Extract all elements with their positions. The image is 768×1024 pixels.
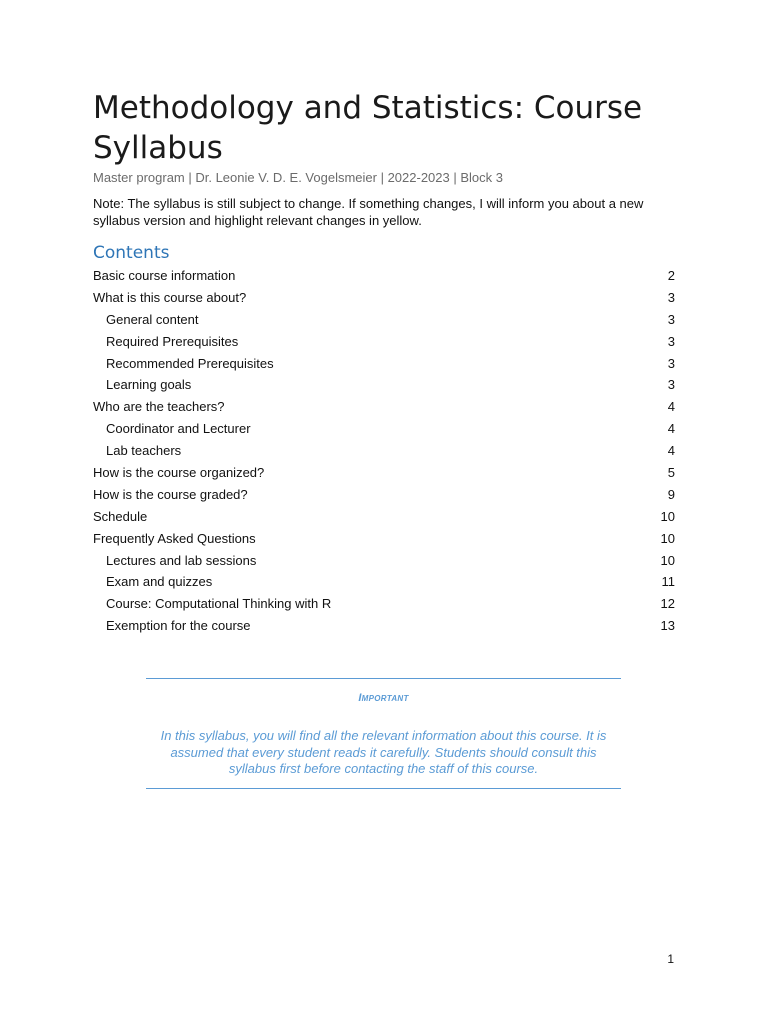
important-title: Important (358, 692, 409, 704)
toc-entry-schedule[interactable]: Schedule 10 (93, 508, 675, 524)
important-text: In this syllabus, you will find all the relevant information about this course. It is assumed that every student reads it carefully. Students should consult this syllabus first before contacting the staff of this course. (160, 728, 607, 776)
toc-entry-what-is-this-course-about[interactable]: What is this course about? 3 (93, 289, 675, 305)
table-of-contents (93, 265, 675, 637)
toc-entry-exemption-for-the-course[interactable]: Exemption for the course 13 (106, 618, 675, 634)
toc-entry-coordinator-and-lecturer[interactable]: Coordinator and Lecturer 4 (106, 421, 675, 437)
toc-entry-lectures-and-lab-sessions[interactable]: Lectures and lab sessions 10 (106, 552, 675, 568)
toc-entry-recommended-prerequisites[interactable]: Recommended Prerequisites 3 (106, 355, 675, 371)
contents-heading: Contents (93, 243, 170, 263)
toc-entry-required-prerequisites[interactable]: Required Prerequisites 3 (106, 333, 675, 349)
toc-entry-learning-goals[interactable]: Learning goals 3 (106, 377, 675, 393)
toc-entry-frequently-asked-questions[interactable]: Frequently Asked Questions 10 (93, 530, 675, 546)
toc-entry-how-is-the-course-organized[interactable]: How is the course organized? 5 (93, 465, 675, 481)
page-number: 1 (667, 952, 674, 966)
syllabus-note: Note: The syllabus is still subject to change. If something changes, I will inform you about a new syllabus version and highlight relevant changes in yellow. (93, 196, 644, 228)
toc-entry-basic-course-information[interactable]: Basic course information 2 (93, 268, 675, 283)
toc-entry-computational-thinking-with-r[interactable]: Course: Computational Thinking with R 12 (106, 596, 675, 612)
document-title: Methodology and Statistics: Course Syllabus (93, 90, 643, 166)
important-callout (146, 678, 621, 789)
toc-entry-general-content[interactable]: General content 3 (106, 311, 675, 327)
toc-entry-exam-and-quizzes[interactable]: Exam and quizzes 11 (106, 574, 675, 590)
toc-entry-how-is-the-course-graded[interactable]: How is the course graded? 9 (93, 486, 675, 502)
toc-entry-lab-teachers[interactable]: Lab teachers 4 (106, 443, 675, 459)
toc-entry-who-are-the-teachers[interactable]: Who are the teachers? 4 (93, 399, 675, 415)
document-subtitle: Master program | Dr. Leonie V. D. E. Vogelsmeier | 2022-2023 | Block 3 (93, 170, 503, 185)
